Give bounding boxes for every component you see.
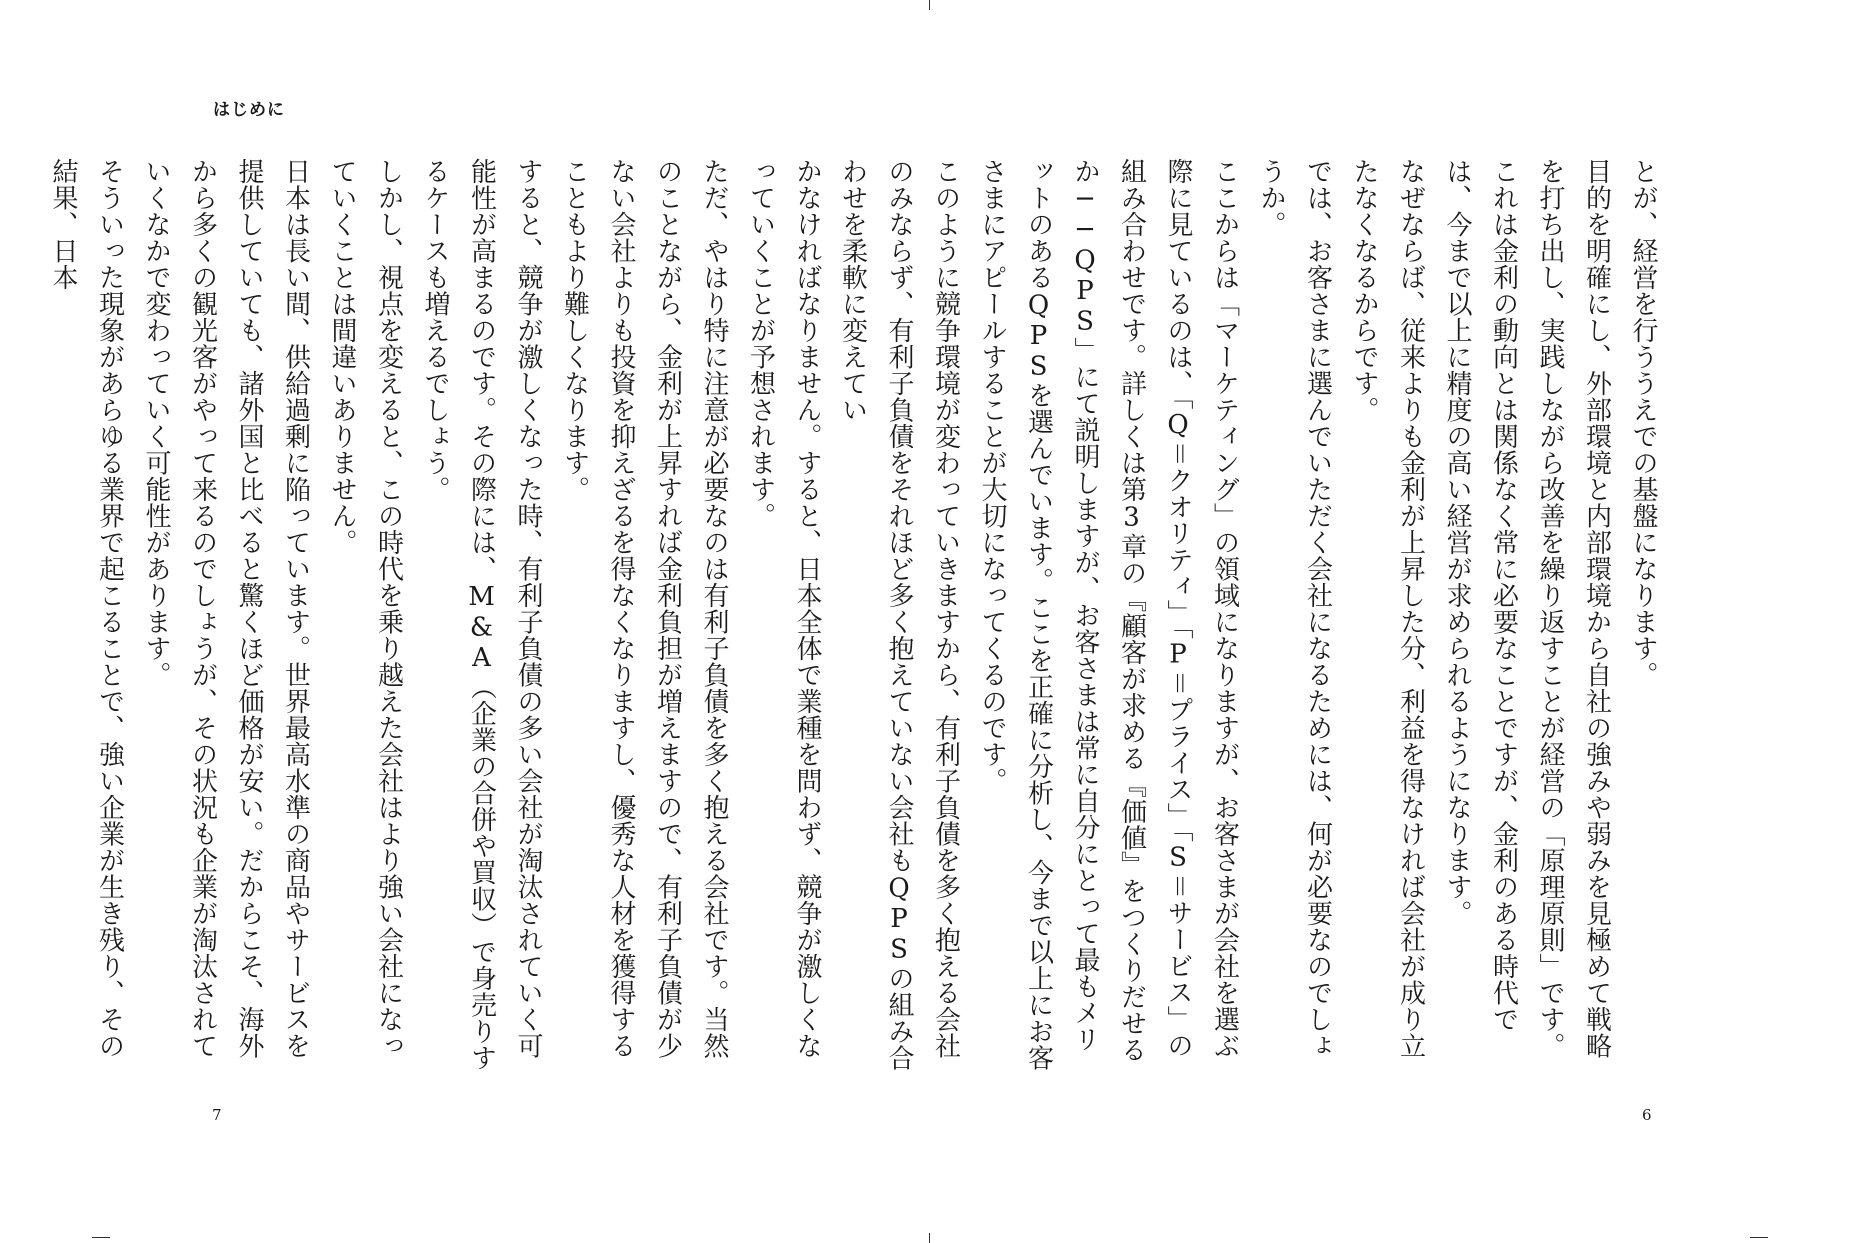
- crop-mark: [1750, 1237, 1768, 1238]
- page-number-left: 7: [212, 1106, 222, 1124]
- crop-mark: [92, 1237, 110, 1238]
- crop-mark: [929, 1233, 930, 1243]
- paragraph: ただ、やはり特に注意が必要なのは有利子負債を多く抱える会社です。当然のことながら、金利が上昇すれば金利負担が増えますので、有利子負債が少ない会社よりも投資を抑えざるを得なくなりますし、優秀な人材を獲得することもより難しくなります。: [559, 158, 729, 1059]
- running-head: はじめに: [213, 100, 285, 120]
- paragraph: ここからは「マーケティング」の領域になりますが、お客さまが会社を選ぶ際に見ているのは、「Q＝クオリティ」「P＝プライス」「S＝サービス」の組み合わせです。詳しくは第3章の『顧客が求める『価値』をつくりだせるか──QPS」にて説明しますが、お客さまは常に自分にとって最もメリットのあるQPSを選んでいます。ここを正確に分析し、今まで以上にお客さまにアピールすることが大切になってくるのです。: [977, 158, 1240, 1071]
- left-page-text: [48, 158, 830, 1078]
- paragraph: しかし、視点を変えると、この時代を乗り越えた会社はより強い会社になっていくことは間違いありません。: [327, 158, 404, 1059]
- paragraph: なぜならば、従来よりも金利が上昇した分、利益を得なければ会社が成り立たなくなるからです。: [1349, 158, 1426, 1059]
- paragraph: 目的を明確にし、外部環境と内部環境から自社の強みや弱みを見極めて戦略を打ち出し、実践しながら改善を繰り返すことが経営の「原理原則」です。これは金利の動向とは関係なく常に必要なことですが、金利のある時代では、今まで以上に精度の高い経営が求められるようになります。: [1442, 158, 1612, 1059]
- paragraph: では、お客さまに選んでいただく会社になるためには、何が必要なのでしょうか。: [1256, 158, 1333, 1059]
- paragraph: かなければなりません。すると、日本全体で業種を問わず、競争が激しくなっていくことが予想されます。: [745, 158, 822, 1059]
- page-number-right: 6: [1642, 1106, 1652, 1124]
- paragraph: 日本は長い間、供給過剰に陥っています。世界最高水準の商品やサービスを提供していても、諸外国と比べると驚くほど価格が安い。だからこそ、海外から多くの観光客がやって来るのでしょうが、その状況も企業が淘汰されていくなかで変わっていく可能性があります。: [141, 158, 311, 1059]
- paragraph: とが、経営を行ううえでの基盤になります。: [1628, 158, 1658, 688]
- crop-mark: [929, 0, 930, 10]
- paragraph: そういった現象があらゆる業界で起こることで、強い企業が生き残り、その結果、日本: [48, 158, 125, 1059]
- right-page-text: [837, 158, 1666, 1078]
- paragraph: このように競争環境が変わっていきますから、有利子負債を多く抱える会社のみならず、有利子負債をそれほど多く抱えていない会社もQPSの組み合わせを柔軟に変えてい: [837, 158, 961, 1071]
- paragraph: すると、競争が激しくなった時、有利子負債の多い会社が淘汰されていく可能性が高まるのです。その際には、M&A（企業の合併や買収）で身売りするケースも増えるでしょう。: [420, 158, 543, 1071]
